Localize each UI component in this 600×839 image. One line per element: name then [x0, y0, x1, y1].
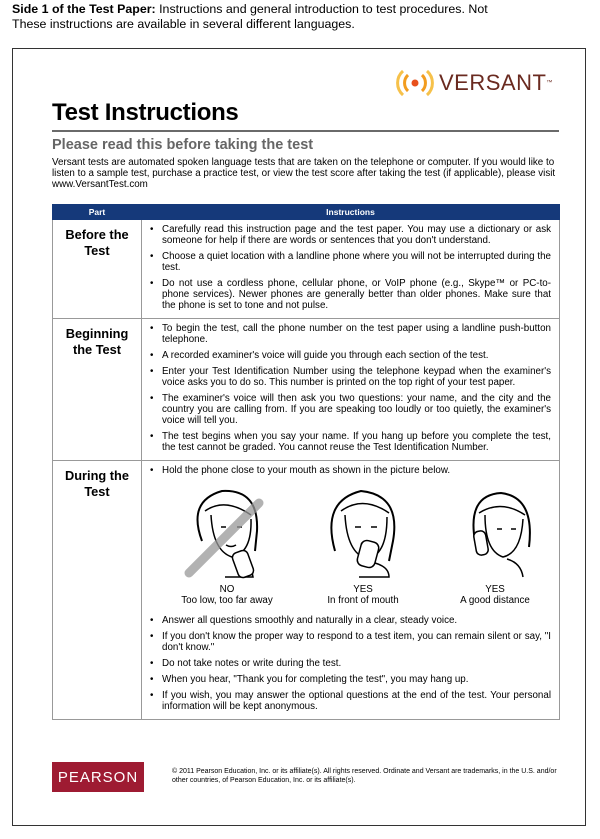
- intro-text: [12, 2, 600, 32]
- page-subtitle: Please read this before taking the test: [52, 137, 314, 153]
- phone-position-illustration: [148, 481, 551, 609]
- bullet-list: [148, 465, 551, 476]
- section-beginning-test: [53, 319, 560, 461]
- header-instructions: Instructions: [142, 205, 560, 220]
- figure-verdict: YES: [353, 584, 373, 595]
- face-front-mouth-icon: [313, 481, 413, 579]
- intro-paragraph: Versant tests are automated spoken language tests that are taken on the telephone or computer. If you would like to listen to a sample test, purchase a practice test, or view the test score after taking the test (if applicable), please visit www.VersantTest.com: [52, 157, 556, 190]
- instructions-table: [52, 204, 560, 720]
- pearson-logo: PEARSON: [52, 762, 144, 792]
- list-item: • The test begins when you say your name. If you hang up before you complete the test, the test cannot be graded. You cannot reuse the Test Identification Number.: [148, 431, 551, 453]
- figure-too-far: [162, 481, 292, 606]
- section-label: Before the Test: [53, 220, 142, 319]
- list-item: • Do not use a cordless phone, cellular phone, or VoIP phone (e.g., Skype™ or PC-to-phone services). Newer phones are generally better than older phones. Make sure that the phone is set to tone and not pulse.: [148, 278, 551, 311]
- figure-verdict: YES: [485, 584, 505, 595]
- list-item: • If you don't know the proper way to respond to a test item, you can remain silent or say, "I don't know.": [148, 631, 551, 653]
- list-item: • The examiner's voice will then ask you two questions: your name, and the city and the country you are calling from. If you are speaking too loudly or too quietly, the examiner's voice will tell you.: [148, 393, 551, 426]
- list-item: • Choose a quiet location with a landline phone where you will not be interrupted during the test.: [148, 251, 551, 273]
- figure-caption: In front of mouth: [327, 595, 399, 606]
- list-item: • If you wish, you may answer the optional questions at the end of the test. Your personal information will be kept anonymous.: [148, 690, 551, 712]
- page-title: Test Instructions: [52, 99, 239, 126]
- section-before-test: [53, 220, 560, 319]
- list-item: • Carefully read this instruction page and the test paper. You may use a dictionary or ask someone for help if there are words or sentences that you don't understand.: [148, 224, 551, 246]
- sound-waves-icon: [395, 68, 435, 98]
- figure-caption: Too low, too far away: [181, 595, 273, 606]
- versant-tm: ™: [546, 80, 553, 86]
- figure-verdict: NO: [219, 584, 235, 595]
- bullet-list: [148, 615, 551, 712]
- list-item: • Hold the phone close to your mouth as shown in the picture below.: [148, 465, 551, 476]
- figure-good-distance: [430, 481, 560, 606]
- face-good-distance-icon: [445, 481, 545, 579]
- section-label: During the Test: [53, 461, 142, 720]
- face-too-low-icon: [177, 481, 277, 579]
- copyright-text: © 2011 Pearson Education, Inc. or its affiliate(s). All rights reserved. Ordinate and Versant are trademarks, in the U.S. and/or other countries, of Pearson Education, Inc. or its affiliate(s).: [172, 768, 557, 784]
- list-item: • To begin the test, call the phone number on the test paper using a landline push-button telephone.: [148, 323, 551, 345]
- figure-front-of-mouth: [298, 481, 428, 606]
- intro-bold-label: Side 1 of the Test Paper:: [12, 2, 156, 16]
- intro-line-1: Instructions and general introduction to test procedures. Not: [155, 2, 488, 16]
- figure-caption: A good distance: [460, 595, 530, 606]
- list-item: • Enter your Test Identification Number using the telephone keypad when the examiner's voice asks you to do so. This number is printed on the top right of your test paper.: [148, 366, 551, 388]
- bullet-list: [148, 224, 551, 311]
- list-item: • When you hear, "Thank you for completing the test", you may hang up.: [148, 674, 551, 685]
- section-label: Beginning the Test: [53, 319, 142, 461]
- header-part: Part: [53, 205, 142, 220]
- intro-line-2: These instructions are available in several different languages.: [12, 17, 355, 31]
- versant-logo: [395, 66, 552, 100]
- title-rule: [52, 130, 559, 132]
- list-item: • Answer all questions smoothly and naturally in a clear, steady voice.: [148, 615, 551, 626]
- versant-wordmark: VERSANT: [439, 70, 547, 95]
- bullet-list: [148, 323, 551, 453]
- list-item: • Do not take notes or write during the test.: [148, 658, 551, 669]
- list-item: • A recorded examiner's voice will guide you through each section of the test.: [148, 350, 551, 361]
- section-during-test: [53, 461, 560, 720]
